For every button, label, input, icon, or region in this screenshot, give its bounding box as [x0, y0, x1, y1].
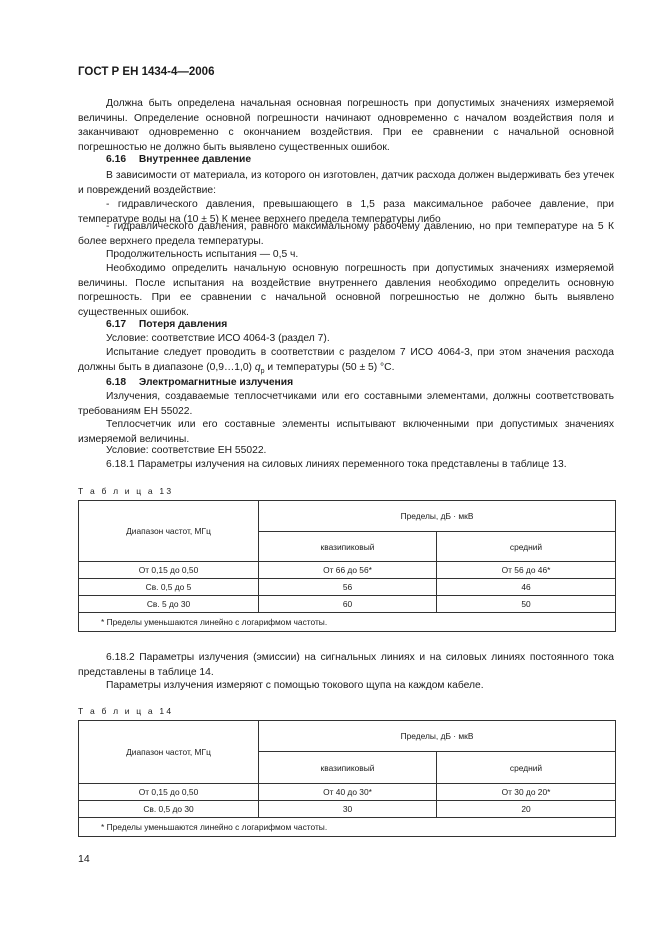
s618-p2-text: Теплосчетчик или его составные элементы испытывают включенными при допустимых значениях измеряемой величины.: [78, 419, 614, 445]
table-row: [79, 579, 616, 596]
table-row: [79, 596, 616, 613]
table-footnote: * Пределы уменьшаются линейно с логарифмом частоты.: [79, 818, 616, 837]
cell-range: Св. 0,5 до 30: [79, 801, 259, 818]
s616-p1-text: В зависимости от материала, из которого он изготовлен, датчик расхода должен выдерживать без утечек и повреждений воздействие:: [78, 170, 614, 196]
header-range: Диапазон частот, МГц: [79, 721, 259, 784]
section-title: Потеря давления: [138, 319, 228, 330]
table-13: [78, 500, 616, 632]
document-header: ГОСТ Р ЕН 1434-4—2006: [78, 66, 215, 78]
p-probe-text: Параметры излучения измеряют с помощью токового щупа на каждом кабеле.: [106, 680, 484, 691]
s617-p2-text: Испытание следует проводить в соответствии с разделом 7 ИСО 4064-3, при этом значения расхода должны быть в диапазоне (0,9…1,0): [78, 347, 614, 373]
header-average: средний: [437, 532, 616, 562]
cell-range: От 0,15 до 0,50: [79, 784, 259, 801]
cell-average: От 56 до 46*: [437, 562, 616, 579]
s617-paragraph-1: [78, 332, 614, 347]
s618-paragraph-4: [78, 458, 614, 473]
s616-p5-text: Необходимо определить начальную основную погрешность при допустимых значениях измеряемой величины. После испытания на воздействие внутреннего давления необходимо определить основную погрешность. При ее сравнении с начальной основной погрешностью не должно быть выявлено существенных ошибок.: [78, 263, 614, 318]
header-limits: Пределы, дБ · мкВ: [259, 501, 616, 532]
s616-paragraph-4: [78, 248, 614, 263]
cell-average: 50: [437, 596, 616, 613]
intro-text: Должна быть определена начальная основная погрешность при допустимых значениях измеряемой величины. Определение основной погрешности начинают одновременно с началом воздействия поля и заканчивают одновременно с окончанием воздействия. При ее сравнении с начальной основной погрешностью не должно быть выявлено существенных ошибок.: [78, 98, 614, 153]
header-average: средний: [437, 752, 616, 784]
header-quasi-peak: квазипиковый: [259, 752, 437, 784]
section-title: Внутреннее давление: [138, 154, 252, 165]
s618-paragraph-2: [78, 418, 614, 447]
s616-paragraph-5: [78, 262, 614, 320]
flow-subscript: p: [260, 367, 265, 375]
section-6-16-heading: [106, 153, 251, 168]
header-limits: Пределы, дБ · мкВ: [259, 721, 616, 752]
section-number: 6.16: [106, 154, 127, 165]
s616-p4-text: Продолжительность испытания — 0,5 ч.: [106, 249, 299, 260]
section-6-18-heading: [106, 376, 293, 391]
s618-p4-text: 6.18.1 Параметры излучения на силовых линиях переменного тока представлены в таблице 13.: [106, 459, 567, 470]
cell-average: 20: [437, 801, 616, 818]
cell-average: 46: [437, 579, 616, 596]
s617-p2-tail: и температуры (50 ± 5) °С.: [264, 361, 395, 373]
cell-average: От 30 до 20*: [437, 784, 616, 801]
cell-range: Св. 5 до 30: [79, 596, 259, 613]
s618-p3-text: Условие: соответствие ЕН 55022.: [106, 445, 267, 456]
page-number: 14: [78, 853, 90, 865]
s618-p1-text: Излучения, создаваемые теплосчетчиками или его составными элементами, должны соответствовать требованиям ЕН 55022.: [78, 391, 614, 417]
table-footnote: * Пределы уменьшаются линейно с логарифмом частоты.: [79, 613, 616, 632]
table-14-caption: Т а б л и ц а 14: [78, 706, 174, 716]
table-13-caption: Т а б л и ц а 13: [78, 486, 174, 496]
header-quasi-peak: квазипиковый: [259, 532, 437, 562]
s616-p3-text: - гидравлического давления, равного максимальному рабочему давлению, но при температуре на 5 К более верхнего предела температуры.: [78, 221, 614, 247]
s616-p2-text: - гидравлического давления, превышающего в 1,5 раза максимальное рабочее давление, при температуре воды на (10 ± 5) К менее верхнего предела температуры либо: [78, 199, 614, 225]
cell-quasi-peak: 60: [259, 596, 437, 613]
cell-quasi-peak: 30: [259, 801, 437, 818]
s617-paragraph-2: [78, 346, 614, 379]
table-row: [79, 784, 616, 801]
cell-range: От 0,15 до 0,50: [79, 562, 259, 579]
flow-symbol: q: [254, 361, 261, 373]
s616-paragraph-3: [78, 220, 614, 249]
s617-p1-text: Условие: соответствие ИСО 4064-3 (раздел 7).: [106, 333, 330, 344]
cell-quasi-peak: От 66 до 56*: [259, 562, 437, 579]
section-title: Электромагнитные излучения: [138, 377, 294, 388]
s618-paragraph-3: [78, 444, 614, 459]
section-number: 6.17: [106, 319, 127, 330]
s618-paragraph-1: [78, 390, 614, 419]
intro-paragraph: [78, 97, 614, 155]
table-row: [79, 562, 616, 579]
section-6-17-heading: [106, 318, 227, 333]
p-6-18-2: [78, 651, 614, 680]
table-14: [78, 720, 616, 837]
header-range: Диапазон частот, МГц: [79, 501, 259, 562]
section-number: 6.18: [106, 377, 127, 388]
s616-paragraph-1: [78, 169, 614, 198]
p-probe: [78, 679, 614, 694]
cell-quasi-peak: 56: [259, 579, 437, 596]
cell-range: Св. 0,5 до 5: [79, 579, 259, 596]
table-row: [79, 801, 616, 818]
cell-quasi-peak: От 40 до 30*: [259, 784, 437, 801]
p-6-18-2-text: 6.18.2 Параметры излучения (эмиссии) на сигнальных линиях и на силовых линиях постоянного тока представлены в таблице 14.: [78, 652, 614, 678]
